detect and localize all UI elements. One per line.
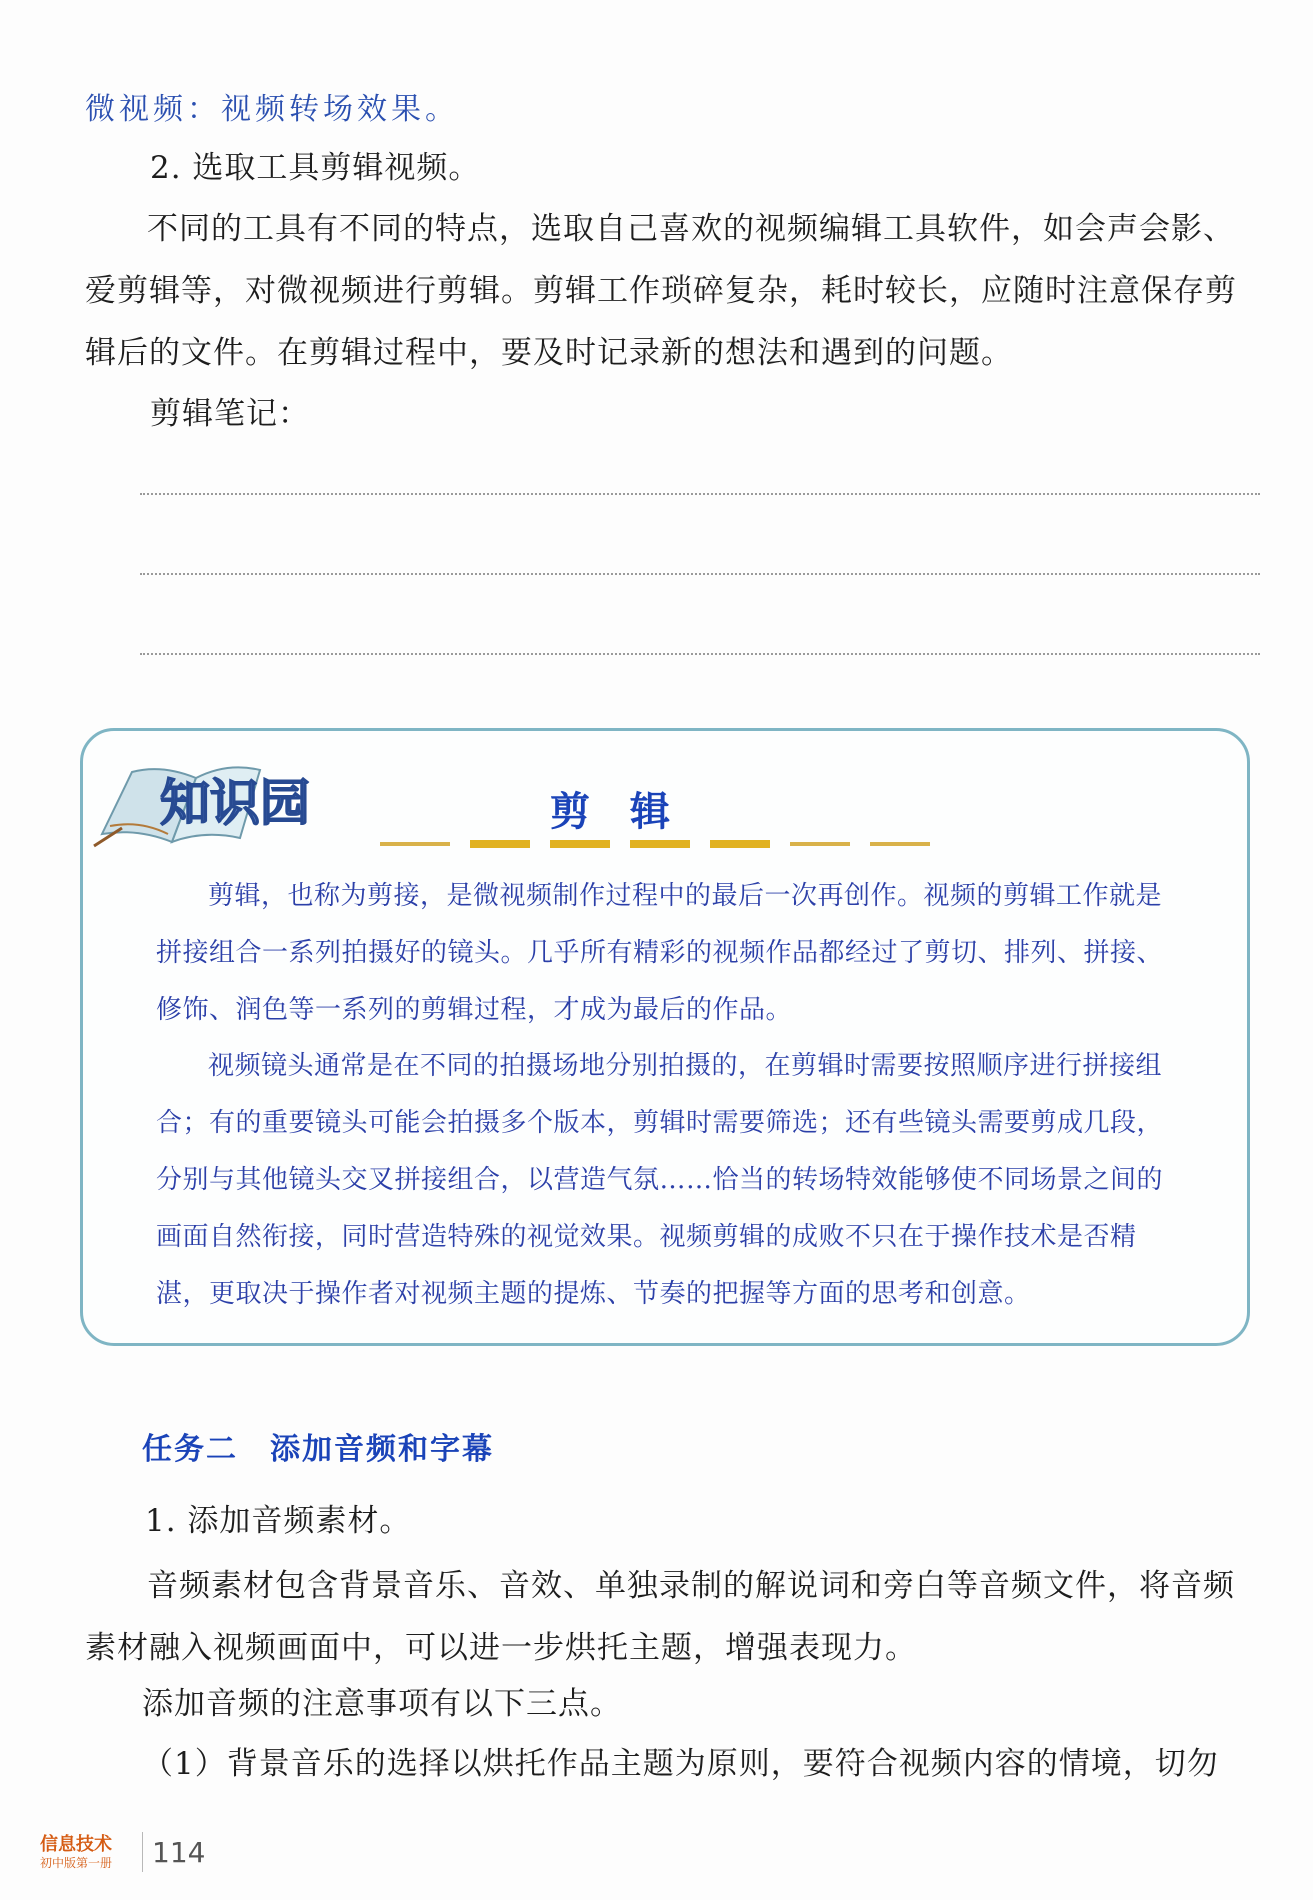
knowledge-title: 剪辑 [550, 789, 710, 835]
audio-material-paragraph: 音频素材包含背景音乐、音效、单独录制的解说词和旁白等音频文件，将音频素材融入视频画面中，可以进一步烘托主题，增强表现力。 [85, 1568, 1235, 1666]
micro-video-label: 微视频：视频转场效果。 [85, 92, 459, 127]
task-2-title: 任务二 添加音频和字幕 [142, 1432, 494, 1467]
step-2-paragraph: 不同的工具有不同的特点，选取自己喜欢的视频编辑工具软件，如会声会影、爱剪辑等，对微视频进行剪辑。剪辑工作琐碎复杂，耗时较长，应随时注意保存剪辑后的文件。在剪辑过程中，要及时记录新的想法和遇到的问题。 [85, 211, 1237, 371]
footer-subject: 信息技术 [40, 1834, 112, 1855]
step-1-heading: 1. 添加音频素材。 [145, 1503, 412, 1539]
page-number: 114 [152, 1836, 206, 1869]
knowledge-paragraph-1: 剪辑，也称为剪接，是微视频制作过程中的最后一次再创作。视频的剪辑工作就是拼接组合一系列拍摄好的镜头。几乎所有精彩的视频作品都经过了剪切、排列、拼接、修饰、润色等一系列的剪辑过程，才成为最后的作品。 [156, 881, 1164, 1025]
note-line[interactable] [140, 493, 1260, 495]
note-line[interactable] [140, 573, 1260, 575]
footer-divider [142, 1832, 143, 1872]
title-dash-decoration [380, 838, 960, 850]
step-2-heading: 2. 选取工具剪辑视频。 [150, 150, 481, 186]
note-line[interactable] [140, 653, 1260, 655]
audio-notes-intro: 添加音频的注意事项有以下三点。 [142, 1686, 622, 1722]
audio-note-1: （1）背景音乐的选择以烘托作品主题为原则，要符合视频内容的情境，切勿 [142, 1746, 1219, 1782]
open-book-icon [92, 742, 352, 852]
knowledge-paragraph-2: 视频镜头通常是在不同的拍摄场地分别拍摄的，在剪辑时需要按照顺序进行拼接组合；有的重要镜头可能会拍摄多个版本，剪辑时需要筛选；还有些镜头需要剪成几段，分别与其他镜头交叉拼接组合，以营造气氛……恰当的转场特效能够使不同场景之间的画面自然衔接，同时营造特殊的视觉效果。视频剪辑的成败不只在于操作技术是否精湛，更取决于操作者对视频主题的提炼、节奏的把握等方面的思考和创意。 [156, 1051, 1164, 1309]
knowledge-badge: 知识园 [160, 774, 310, 832]
footer-edition: 初中版第一册 [40, 1856, 113, 1870]
editing-notes-label: 剪辑笔记： [150, 396, 310, 432]
